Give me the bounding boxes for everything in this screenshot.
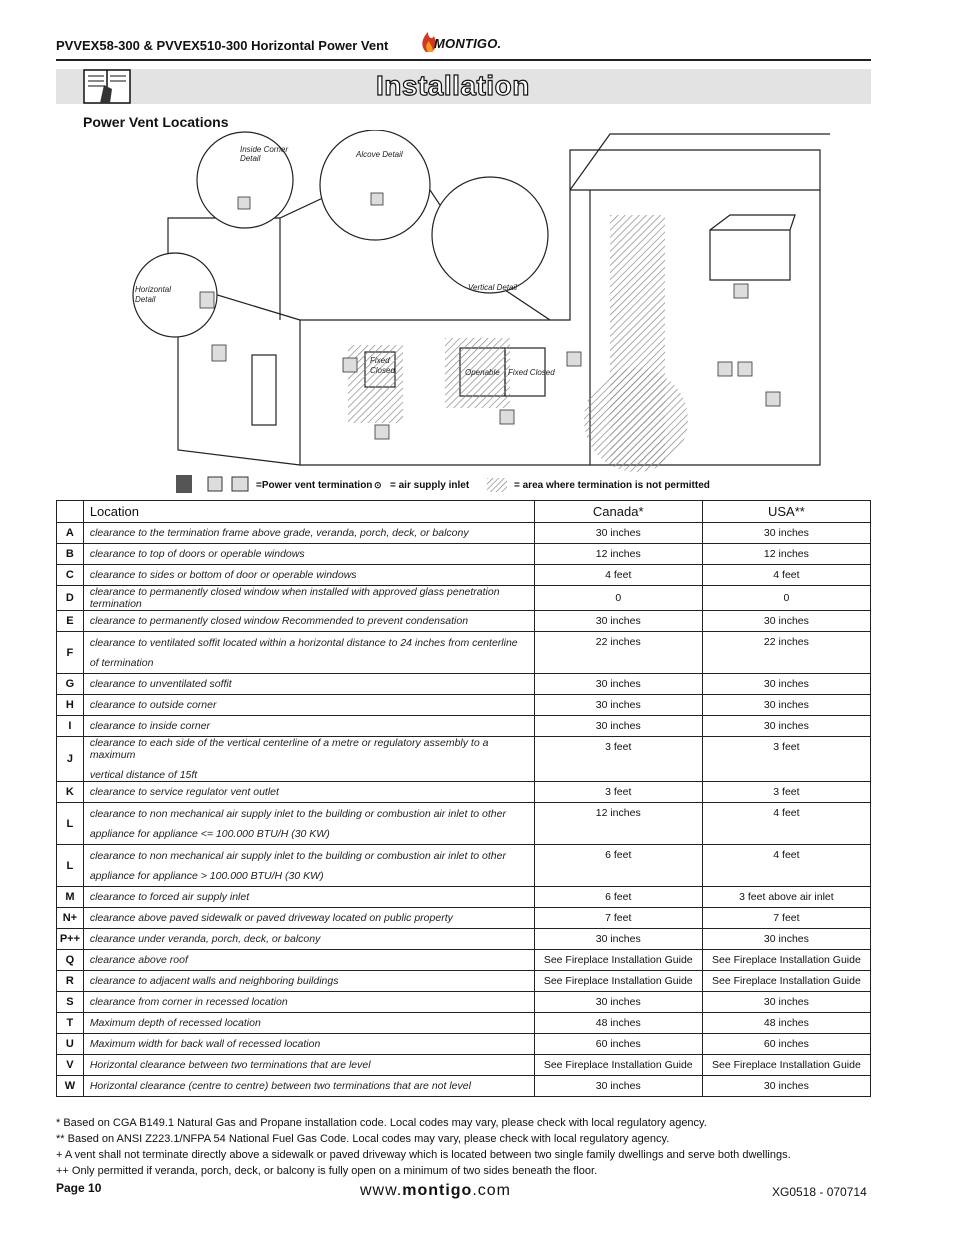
row-description xyxy=(83,695,534,716)
row-description-line: clearance from corner in recessed location xyxy=(89,996,288,1008)
usa-value: See Fireplace Installation Guide xyxy=(702,971,870,992)
row-description xyxy=(83,737,534,782)
canada-value: 60 inches xyxy=(534,1034,702,1055)
row-description-line: clearance under veranda, porch, deck, or balcony xyxy=(89,933,321,945)
table-row xyxy=(57,523,871,544)
row-description xyxy=(83,1034,534,1055)
usa-value: 30 inches xyxy=(702,716,870,737)
row-description-line: clearance to outside corner xyxy=(89,699,217,711)
usa-value: 3 feet xyxy=(702,782,870,803)
row-key: H xyxy=(57,695,84,716)
table-row xyxy=(57,1013,871,1034)
row-description xyxy=(83,632,534,674)
row-description xyxy=(83,1076,534,1097)
table-row xyxy=(57,1055,871,1076)
row-description-line: Horizontal clearance between two terminations that are level xyxy=(89,1059,371,1071)
usa-value: 30 inches xyxy=(702,695,870,716)
row-description xyxy=(83,908,534,929)
canada-value: 30 inches xyxy=(534,716,702,737)
row-key: C xyxy=(57,565,84,586)
footnote: + A vent shall not terminate directly above a sidewalk or paved driveway which is located between two single family dwellings and serve both dwellings. xyxy=(56,1149,791,1161)
canada-value: 30 inches xyxy=(534,695,702,716)
row-description-line: clearance to ventilated soffit located within a horizontal distance to 24 inches from centerline xyxy=(89,636,518,649)
row-key: Q xyxy=(57,950,84,971)
row-description-line: appliance for appliance <= 100.000 BTU/H (30 KW) xyxy=(89,827,330,840)
table-row xyxy=(57,992,871,1013)
row-description-line: clearance to top of doors or operable windows xyxy=(89,548,305,560)
row-key: T xyxy=(57,1013,84,1034)
table-row xyxy=(57,632,871,674)
row-key: P++ xyxy=(57,929,84,950)
table-row xyxy=(57,929,871,950)
usa-value: 3 feet xyxy=(702,737,870,782)
fixed-label: Fixed xyxy=(370,356,390,365)
canada-value: 12 inches xyxy=(534,544,702,565)
canada-value: 22 inches xyxy=(534,632,702,674)
row-key: L xyxy=(57,803,84,845)
usa-value: 12 inches xyxy=(702,544,870,565)
row-description xyxy=(83,929,534,950)
row-key: A xyxy=(57,523,84,544)
table-row xyxy=(57,782,871,803)
inside-corner-label: Inside Corner xyxy=(240,145,289,154)
usa-value: 22 inches xyxy=(702,632,870,674)
footnotes xyxy=(56,1115,791,1179)
row-description-line: clearance to forced air supply inlet xyxy=(89,891,250,903)
key-header xyxy=(57,501,84,523)
row-description-line: clearance to permanently closed window when installed with approved glass penetration termination xyxy=(89,586,500,610)
canada-value: 12 inches xyxy=(534,803,702,845)
row-description-line: of termination xyxy=(89,656,154,669)
row-description-line: clearance to inside corner xyxy=(89,720,211,732)
table-row xyxy=(57,1076,871,1097)
row-description-line: clearance to non mechanical air supply inlet to the building or combustion air inlet to other xyxy=(89,807,506,820)
row-description xyxy=(83,1055,534,1076)
canada-value: 3 feet xyxy=(534,737,702,782)
canada-value: 7 feet xyxy=(534,908,702,929)
usa-value: 4 feet xyxy=(702,565,870,586)
row-description xyxy=(83,586,534,611)
row-description xyxy=(83,992,534,1013)
usa-value: 60 inches xyxy=(702,1034,870,1055)
table-header-row xyxy=(57,501,871,523)
page-heading: Installation xyxy=(376,70,530,101)
row-description xyxy=(83,1013,534,1034)
row-description-line: vertical distance of 15ft xyxy=(89,769,198,781)
row-description xyxy=(83,674,534,695)
alcove-label: Alcove Detail xyxy=(356,150,403,159)
row-description xyxy=(83,782,534,803)
row-key: M xyxy=(57,887,84,908)
usa-value: 30 inches xyxy=(702,611,870,632)
usa-value: 30 inches xyxy=(702,992,870,1013)
canada-value: 6 feet xyxy=(534,845,702,887)
table-row xyxy=(57,674,871,695)
canada-value: 30 inches xyxy=(534,929,702,950)
row-description-line: Maximum width for back wall of recessed location xyxy=(89,1038,321,1050)
horizontal-detail-label: Horizontal xyxy=(135,285,172,294)
row-key: I xyxy=(57,716,84,737)
row-key: D xyxy=(57,586,84,611)
canada-value: See Fireplace Installation Guide xyxy=(534,950,702,971)
hatch-swatch-icon xyxy=(487,478,507,492)
row-key: K xyxy=(57,782,84,803)
legend-termination: =Power vent termination xyxy=(256,480,373,491)
canada-value: 30 inches xyxy=(534,992,702,1013)
table-row xyxy=(57,803,871,845)
row-description-line: clearance above paved sidewalk or paved driveway located on public property xyxy=(89,912,453,924)
vent-locations-diagram xyxy=(130,130,830,498)
openable-label: Openable xyxy=(465,368,500,377)
row-key: E xyxy=(57,611,84,632)
row-key: J xyxy=(57,737,84,782)
footnote: ++ Only permitted if veranda, porch, deck, or balcony is fully open on a minimum of two sides beneath the floor. xyxy=(56,1165,598,1177)
row-description-line: clearance to non mechanical air supply inlet to the building or combustion air inlet to other xyxy=(89,849,506,862)
row-key: U xyxy=(57,1034,84,1055)
document-title: PVVEX58-300 & PVVEX510-300 Horizontal Power Vent xyxy=(56,38,389,53)
canada-value: 30 inches xyxy=(534,611,702,632)
row-description-line: clearance to sides or bottom of door or operable windows xyxy=(89,569,357,581)
table-row xyxy=(57,737,871,782)
table-row xyxy=(57,544,871,565)
usa-header: USA** xyxy=(702,501,870,523)
canada-value: 30 inches xyxy=(534,1076,702,1097)
row-description-line: clearance to the termination frame above grade, veranda, porch, deck, or balcony xyxy=(89,527,469,539)
usa-value: 30 inches xyxy=(702,929,870,950)
usa-value: 4 feet xyxy=(702,845,870,887)
vertical-detail-label: Vertical Detail xyxy=(468,283,518,292)
canada-value: 3 feet xyxy=(534,782,702,803)
row-description xyxy=(83,950,534,971)
usa-value: 7 feet xyxy=(702,908,870,929)
table-row xyxy=(57,611,871,632)
row-description xyxy=(83,887,534,908)
table-row xyxy=(57,845,871,887)
horizontal-detail-label-2: Detail xyxy=(135,295,156,304)
termination-icons xyxy=(172,472,258,496)
row-key: B xyxy=(57,544,84,565)
usa-value: 3 feet above air inlet xyxy=(702,887,870,908)
fixed-closed-label: Fixed Closed xyxy=(508,368,555,377)
row-description-line: clearance to unventilated soffit xyxy=(89,678,232,690)
usa-value: 30 inches xyxy=(702,674,870,695)
row-description-line: Maximum depth of recessed location xyxy=(89,1017,261,1029)
row-description-line: clearance to service regulator vent outlet xyxy=(89,786,279,798)
page-number: Page 10 xyxy=(56,1181,102,1195)
canada-value: See Fireplace Installation Guide xyxy=(534,971,702,992)
document-id: XG0518 - 070714 xyxy=(772,1185,867,1199)
row-key: L xyxy=(57,845,84,887)
table-row xyxy=(57,950,871,971)
table-row xyxy=(57,716,871,737)
row-key: F xyxy=(57,632,84,674)
section-title: Power Vent Locations xyxy=(83,114,229,130)
table-row xyxy=(57,586,871,611)
footnote: * Based on CGA B149.1 Natural Gas and Propane installation code. Local codes may vary, please check with local regulatory agency. xyxy=(56,1117,707,1129)
location-header: Location xyxy=(83,501,534,523)
clearance-table xyxy=(56,500,871,1097)
canada-value: 30 inches xyxy=(534,523,702,544)
row-key: R xyxy=(57,971,84,992)
diagram-legend xyxy=(172,472,732,496)
row-key: G xyxy=(57,674,84,695)
canada-value: See Fireplace Installation Guide xyxy=(534,1055,702,1076)
table-row xyxy=(57,1034,871,1055)
row-description xyxy=(83,523,534,544)
row-key: W xyxy=(57,1076,84,1097)
usa-value: 4 feet xyxy=(702,803,870,845)
row-description xyxy=(83,611,534,632)
legend-air-inlet: = air supply inlet xyxy=(390,480,470,491)
header-rule xyxy=(56,59,871,61)
table-row xyxy=(57,887,871,908)
row-description-line: appliance for appliance > 100.000 BTU/H (30 KW) xyxy=(89,869,324,882)
table-row xyxy=(57,695,871,716)
row-description-line: clearance to adjacent walls and neighboring buildings xyxy=(89,975,339,987)
row-description xyxy=(83,845,534,887)
row-description xyxy=(83,565,534,586)
row-description xyxy=(83,803,534,845)
row-key: S xyxy=(57,992,84,1013)
usa-value: See Fireplace Installation Guide xyxy=(702,1055,870,1076)
row-description-line: clearance to permanently closed window Recommended to prevent condensation xyxy=(89,615,469,627)
row-description xyxy=(83,544,534,565)
row-description-line: Horizontal clearance (centre to centre) between two terminations that are not level xyxy=(89,1080,471,1092)
row-description xyxy=(83,971,534,992)
inside-corner-label-2: Detail xyxy=(240,154,261,163)
canada-value: 30 inches xyxy=(534,674,702,695)
row-description-line: clearance to each side of the vertical centerline of a metre or regulatory assembly to a maximum xyxy=(89,737,489,761)
open-book-icon xyxy=(80,67,134,107)
canada-value: 4 feet xyxy=(534,565,702,586)
footnote: ** Based on ANSI Z223.1/NFPA 54 National Fuel Gas Code. Local codes may vary, please check with local regulatory agency. xyxy=(56,1133,670,1145)
brand-wordmark: MONTIGO. xyxy=(434,36,502,51)
usa-value: 30 inches xyxy=(702,523,870,544)
table-row xyxy=(57,565,871,586)
row-key: V xyxy=(57,1055,84,1076)
canada-header: Canada* xyxy=(534,501,702,523)
row-description-line: clearance above roof xyxy=(89,954,188,966)
legend-not-permitted: = area where termination is not permitted xyxy=(514,480,710,491)
row-key: N+ xyxy=(57,908,84,929)
row-description xyxy=(83,716,534,737)
closed-label: Closed xyxy=(370,366,395,375)
canada-value: 6 feet xyxy=(534,887,702,908)
canada-value: 0 xyxy=(534,586,702,611)
canada-value: 48 inches xyxy=(534,1013,702,1034)
table-row xyxy=(57,908,871,929)
usa-value: See Fireplace Installation Guide xyxy=(702,950,870,971)
table-row xyxy=(57,971,871,992)
usa-value: 30 inches xyxy=(702,1076,870,1097)
website-url: www.montigo.com xyxy=(360,1182,511,1199)
usa-value: 0 xyxy=(702,586,870,611)
usa-value: 48 inches xyxy=(702,1013,870,1034)
air-inlet-icon: ⊙ xyxy=(374,480,382,490)
